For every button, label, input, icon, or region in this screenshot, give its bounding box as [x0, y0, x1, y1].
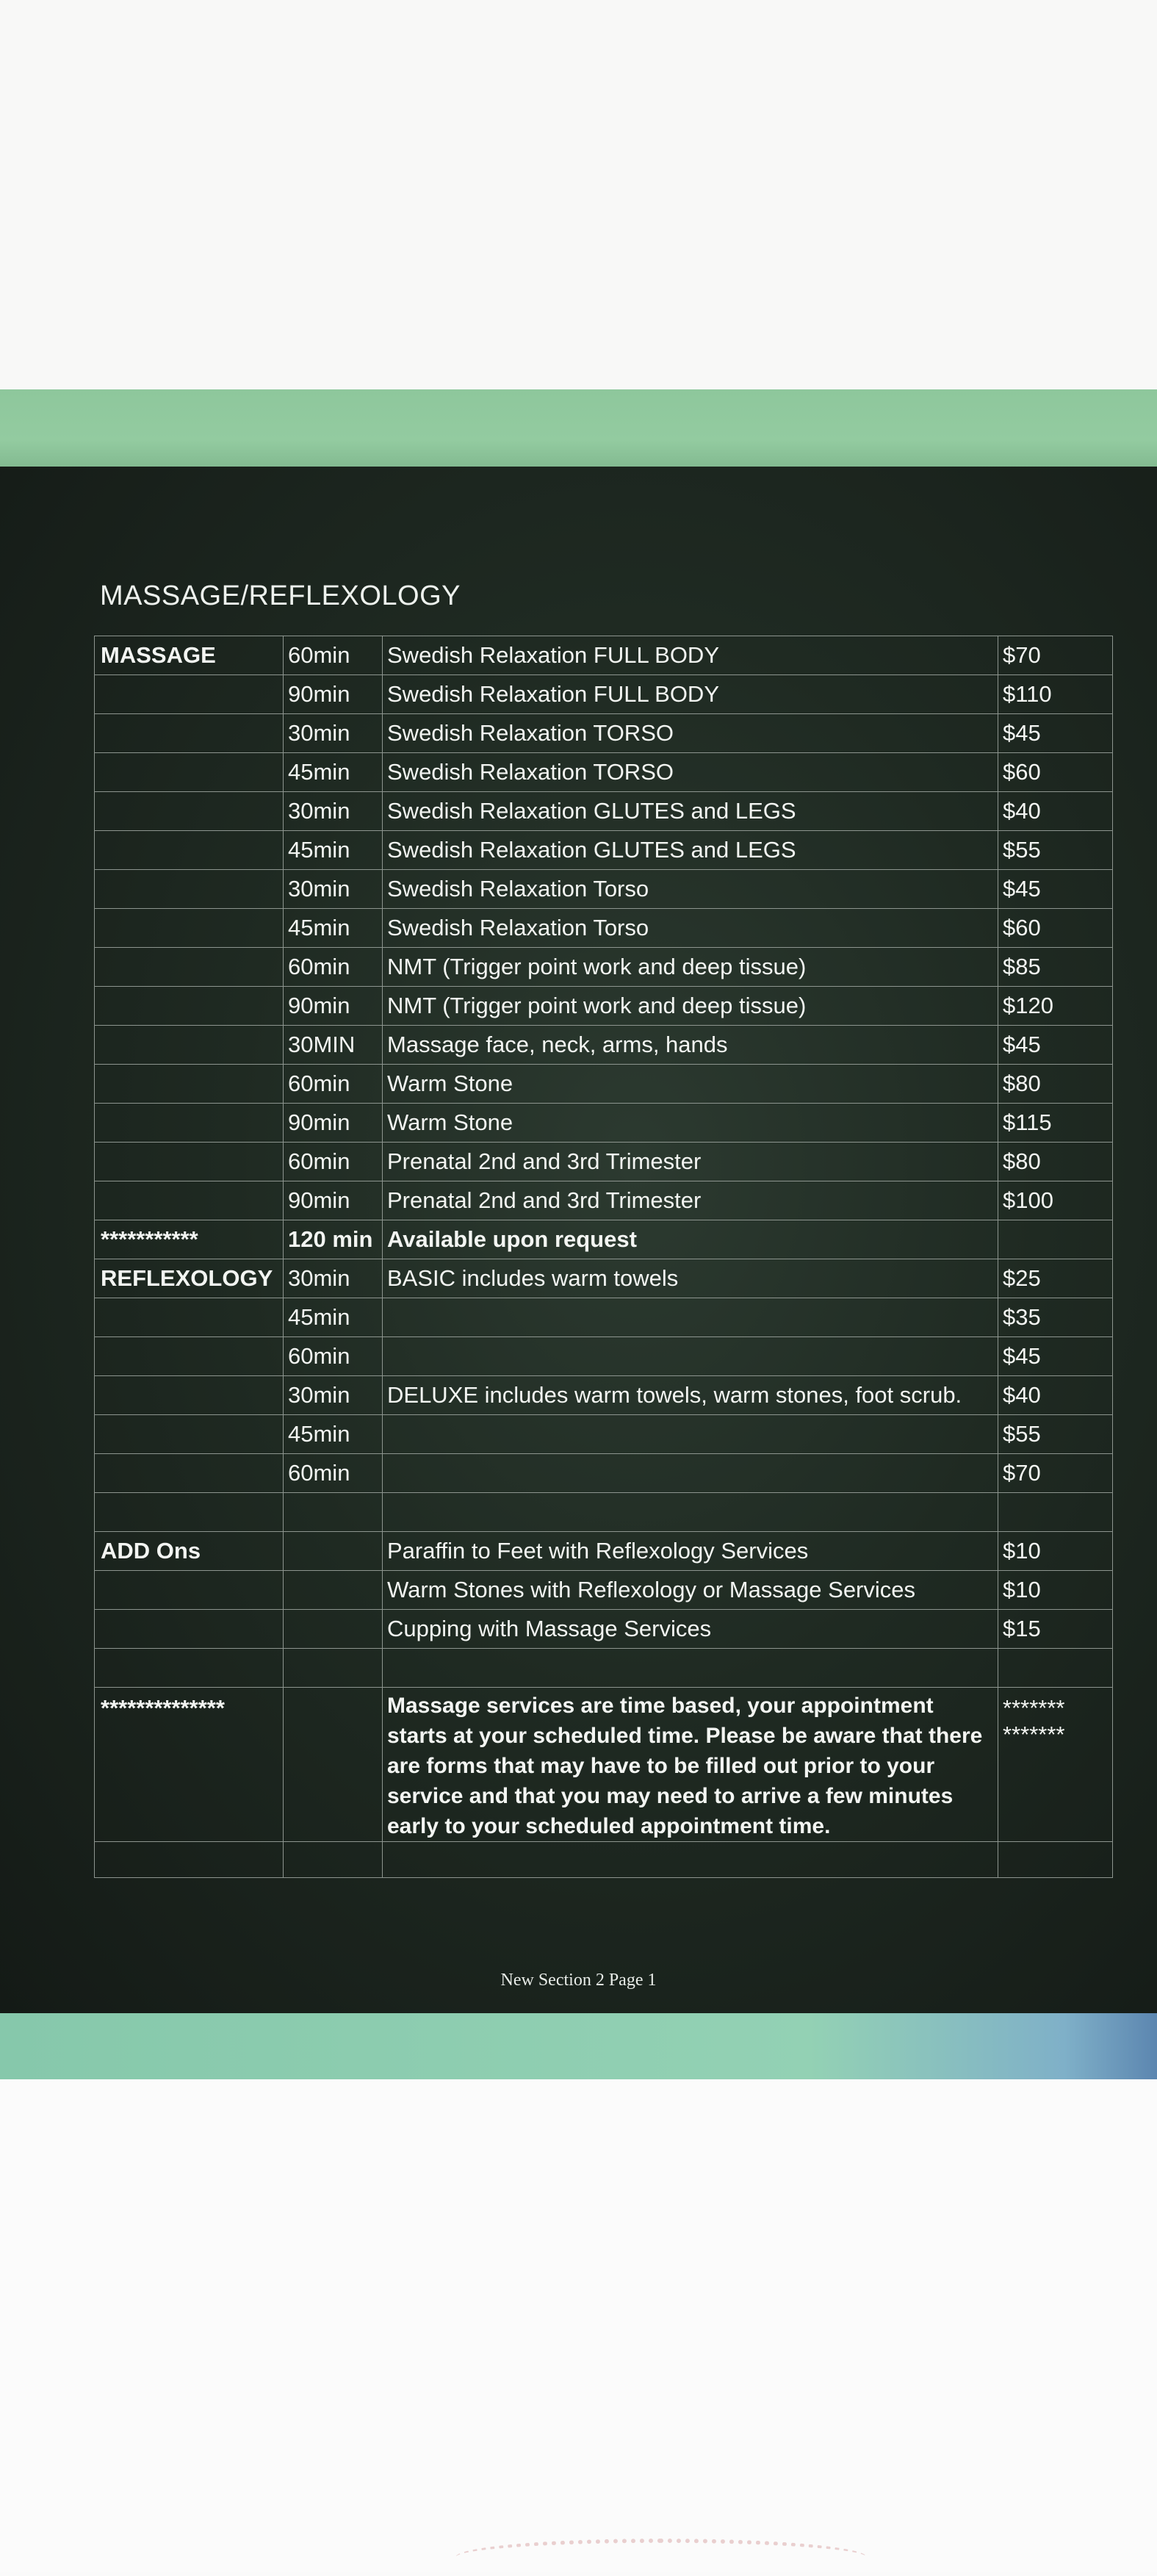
category-cell	[95, 1065, 284, 1104]
category-cell	[95, 675, 284, 714]
category-cell	[95, 948, 284, 987]
service-cell: Warm Stone	[383, 1104, 998, 1143]
price-cell: $40	[998, 792, 1113, 831]
cord-decoration	[455, 2539, 867, 2576]
price-cell: $45	[998, 870, 1113, 909]
duration-cell: 90min	[284, 675, 383, 714]
price-cell: $55	[998, 1415, 1113, 1454]
duration-cell: 30min	[284, 1259, 383, 1298]
table-row	[95, 909, 1113, 948]
service-cell	[383, 1454, 998, 1493]
category-cell	[95, 753, 284, 792]
addon-row	[95, 1610, 1113, 1649]
service-cell: Massage face, neck, arms, hands	[383, 1026, 998, 1065]
duration-cell: 90min	[284, 987, 383, 1026]
table-row	[95, 675, 1113, 714]
table-row	[95, 714, 1113, 753]
category-cell	[95, 987, 284, 1026]
service-cell: Swedish Relaxation FULL BODY	[383, 636, 998, 675]
price-cell: $80	[998, 1065, 1113, 1104]
price-cell: $60	[998, 753, 1113, 792]
category-cell	[95, 1181, 284, 1220]
duration-cell: 45min	[284, 831, 383, 870]
service-cell: Swedish Relaxation GLUTES and LEGS	[383, 792, 998, 831]
note-stars-right	[998, 1688, 1113, 1842]
price-cell: $60	[998, 909, 1113, 948]
table-row	[95, 1220, 1113, 1259]
duration-cell: 60min	[284, 1065, 383, 1104]
service-cell: NMT (Trigger point work and deep tissue)	[383, 987, 998, 1026]
category-cell: MASSAGE	[95, 636, 284, 675]
category-cell	[95, 1104, 284, 1143]
empty-row	[95, 1493, 1113, 1532]
table-row	[95, 1143, 1113, 1181]
duration-cell: 90min	[284, 1181, 383, 1220]
category-cell	[95, 1298, 284, 1337]
category-cell	[95, 1454, 284, 1493]
price-cell: $40	[998, 1376, 1113, 1415]
price-cell	[998, 1220, 1113, 1259]
duration-cell: 45min	[284, 909, 383, 948]
price-cell: $85	[998, 948, 1113, 987]
duration-cell: 90min	[284, 1104, 383, 1143]
price-cell: $55	[998, 831, 1113, 870]
duration-cell: 45min	[284, 1298, 383, 1337]
price-table-body	[95, 636, 1113, 1878]
category-cell	[95, 1415, 284, 1454]
table-row	[95, 1415, 1113, 1454]
addon-row	[95, 1532, 1113, 1571]
table-row	[95, 636, 1113, 675]
price-cell: $45	[998, 1337, 1113, 1376]
table-row	[95, 1376, 1113, 1415]
table-row	[95, 870, 1113, 909]
service-cell: Available upon request	[383, 1220, 998, 1259]
duration-cell: 120 min	[284, 1220, 383, 1259]
category-cell: ***********	[95, 1220, 284, 1259]
duration-cell: 30min	[284, 870, 383, 909]
table-row	[95, 1259, 1113, 1298]
duration-cell: 30min	[284, 714, 383, 753]
duration-cell: 30min	[284, 792, 383, 831]
table-row	[95, 948, 1113, 987]
service-cell: BASIC includes warm towels	[383, 1259, 998, 1298]
table-row	[95, 1104, 1113, 1143]
price-cell: $70	[998, 1454, 1113, 1493]
duration-cell: 30min	[284, 1376, 383, 1415]
page-title: MASSAGE/REFLEXOLOGY	[100, 580, 461, 611]
background-surface-bottom	[0, 2079, 1157, 2572]
addons-label: ADD Ons	[95, 1532, 284, 1571]
stars-line: *******	[1003, 1695, 1065, 1721]
addon-cell: Paraffin to Feet with Reflexology Services	[383, 1532, 998, 1571]
service-cell: Swedish Relaxation Torso	[383, 909, 998, 948]
table-row	[95, 831, 1113, 870]
category-cell	[95, 1026, 284, 1065]
price-cell: $110	[998, 675, 1113, 714]
table-row	[95, 1454, 1113, 1493]
duration-cell: 45min	[284, 753, 383, 792]
background-surface-top	[0, 0, 1157, 389]
table-row	[95, 753, 1113, 792]
duration-cell: 60min	[284, 636, 383, 675]
addon-cell: Warm Stones with Reflexology or Massage Services	[383, 1571, 998, 1610]
table-row	[95, 792, 1113, 831]
empty-row	[95, 1649, 1113, 1688]
category-cell	[95, 792, 284, 831]
category-cell	[95, 1337, 284, 1376]
table-row	[95, 987, 1113, 1026]
price-cell: $45	[998, 714, 1113, 753]
service-cell: Swedish Relaxation TORSO	[383, 714, 998, 753]
service-cell: NMT (Trigger point work and deep tissue)	[383, 948, 998, 987]
table-row	[95, 1065, 1113, 1104]
page-footer: New Section 2 Page 1	[500, 1971, 657, 1990]
addon-cell: Cupping with Massage Services	[383, 1610, 998, 1649]
service-cell: Swedish Relaxation FULL BODY	[383, 675, 998, 714]
category-cell	[95, 831, 284, 870]
price-cell: $10	[998, 1571, 1113, 1610]
service-cell: Swedish Relaxation TORSO	[383, 753, 998, 792]
policy-note: Massage services are time based, your appointment starts at your scheduled time. Please be aware that there are forms that may have to be filled out prior to your service and that you may need to arrive a few minutes early to your scheduled appointment time.	[383, 1688, 998, 1842]
duration-cell: 60min	[284, 1337, 383, 1376]
green-paper-edge-top	[0, 389, 1157, 474]
duration-cell: 60min	[284, 1143, 383, 1181]
addon-row	[95, 1571, 1113, 1610]
price-cell: $100	[998, 1181, 1113, 1220]
duration-cell: 60min	[284, 1454, 383, 1493]
service-cell: DELUXE includes warm towels, warm stones, foot scrub.	[383, 1376, 998, 1415]
price-cell: $10	[998, 1532, 1113, 1571]
note-stars-left: **************	[95, 1688, 284, 1842]
service-cell: Prenatal 2nd and 3rd Trimester	[383, 1143, 998, 1181]
category-cell	[95, 1143, 284, 1181]
table-row	[95, 1181, 1113, 1220]
category-cell	[95, 909, 284, 948]
table-row	[95, 1337, 1113, 1376]
category-cell	[95, 870, 284, 909]
service-cell: Prenatal 2nd and 3rd Trimester	[383, 1181, 998, 1220]
category-cell	[95, 714, 284, 753]
note-row	[95, 1688, 1113, 1842]
price-cell: $35	[998, 1298, 1113, 1337]
service-cell	[383, 1337, 998, 1376]
category-cell: REFLEXOLOGY	[95, 1259, 284, 1298]
table-row	[95, 1298, 1113, 1337]
empty-row	[95, 1842, 1113, 1878]
price-cell: $120	[998, 987, 1113, 1026]
service-cell: Swedish Relaxation Torso	[383, 870, 998, 909]
duration-cell: 45min	[284, 1415, 383, 1454]
service-cell	[383, 1298, 998, 1337]
green-paper-edge-bottom	[0, 2013, 1157, 2079]
service-cell: Swedish Relaxation GLUTES and LEGS	[383, 831, 998, 870]
table-row	[95, 1026, 1113, 1065]
price-cell: $80	[998, 1143, 1113, 1181]
category-cell	[95, 1376, 284, 1415]
service-cell: Warm Stone	[383, 1065, 998, 1104]
price-cell: $70	[998, 636, 1113, 675]
price-cell: $25	[998, 1259, 1113, 1298]
duration-cell: 30MIN	[284, 1026, 383, 1065]
service-cell	[383, 1415, 998, 1454]
price-cell: $15	[998, 1610, 1113, 1649]
price-table	[94, 636, 1113, 1878]
price-cell: $45	[998, 1026, 1113, 1065]
price-cell: $115	[998, 1104, 1113, 1143]
duration-cell: 60min	[284, 948, 383, 987]
stars-line: *******	[1003, 1721, 1065, 1747]
